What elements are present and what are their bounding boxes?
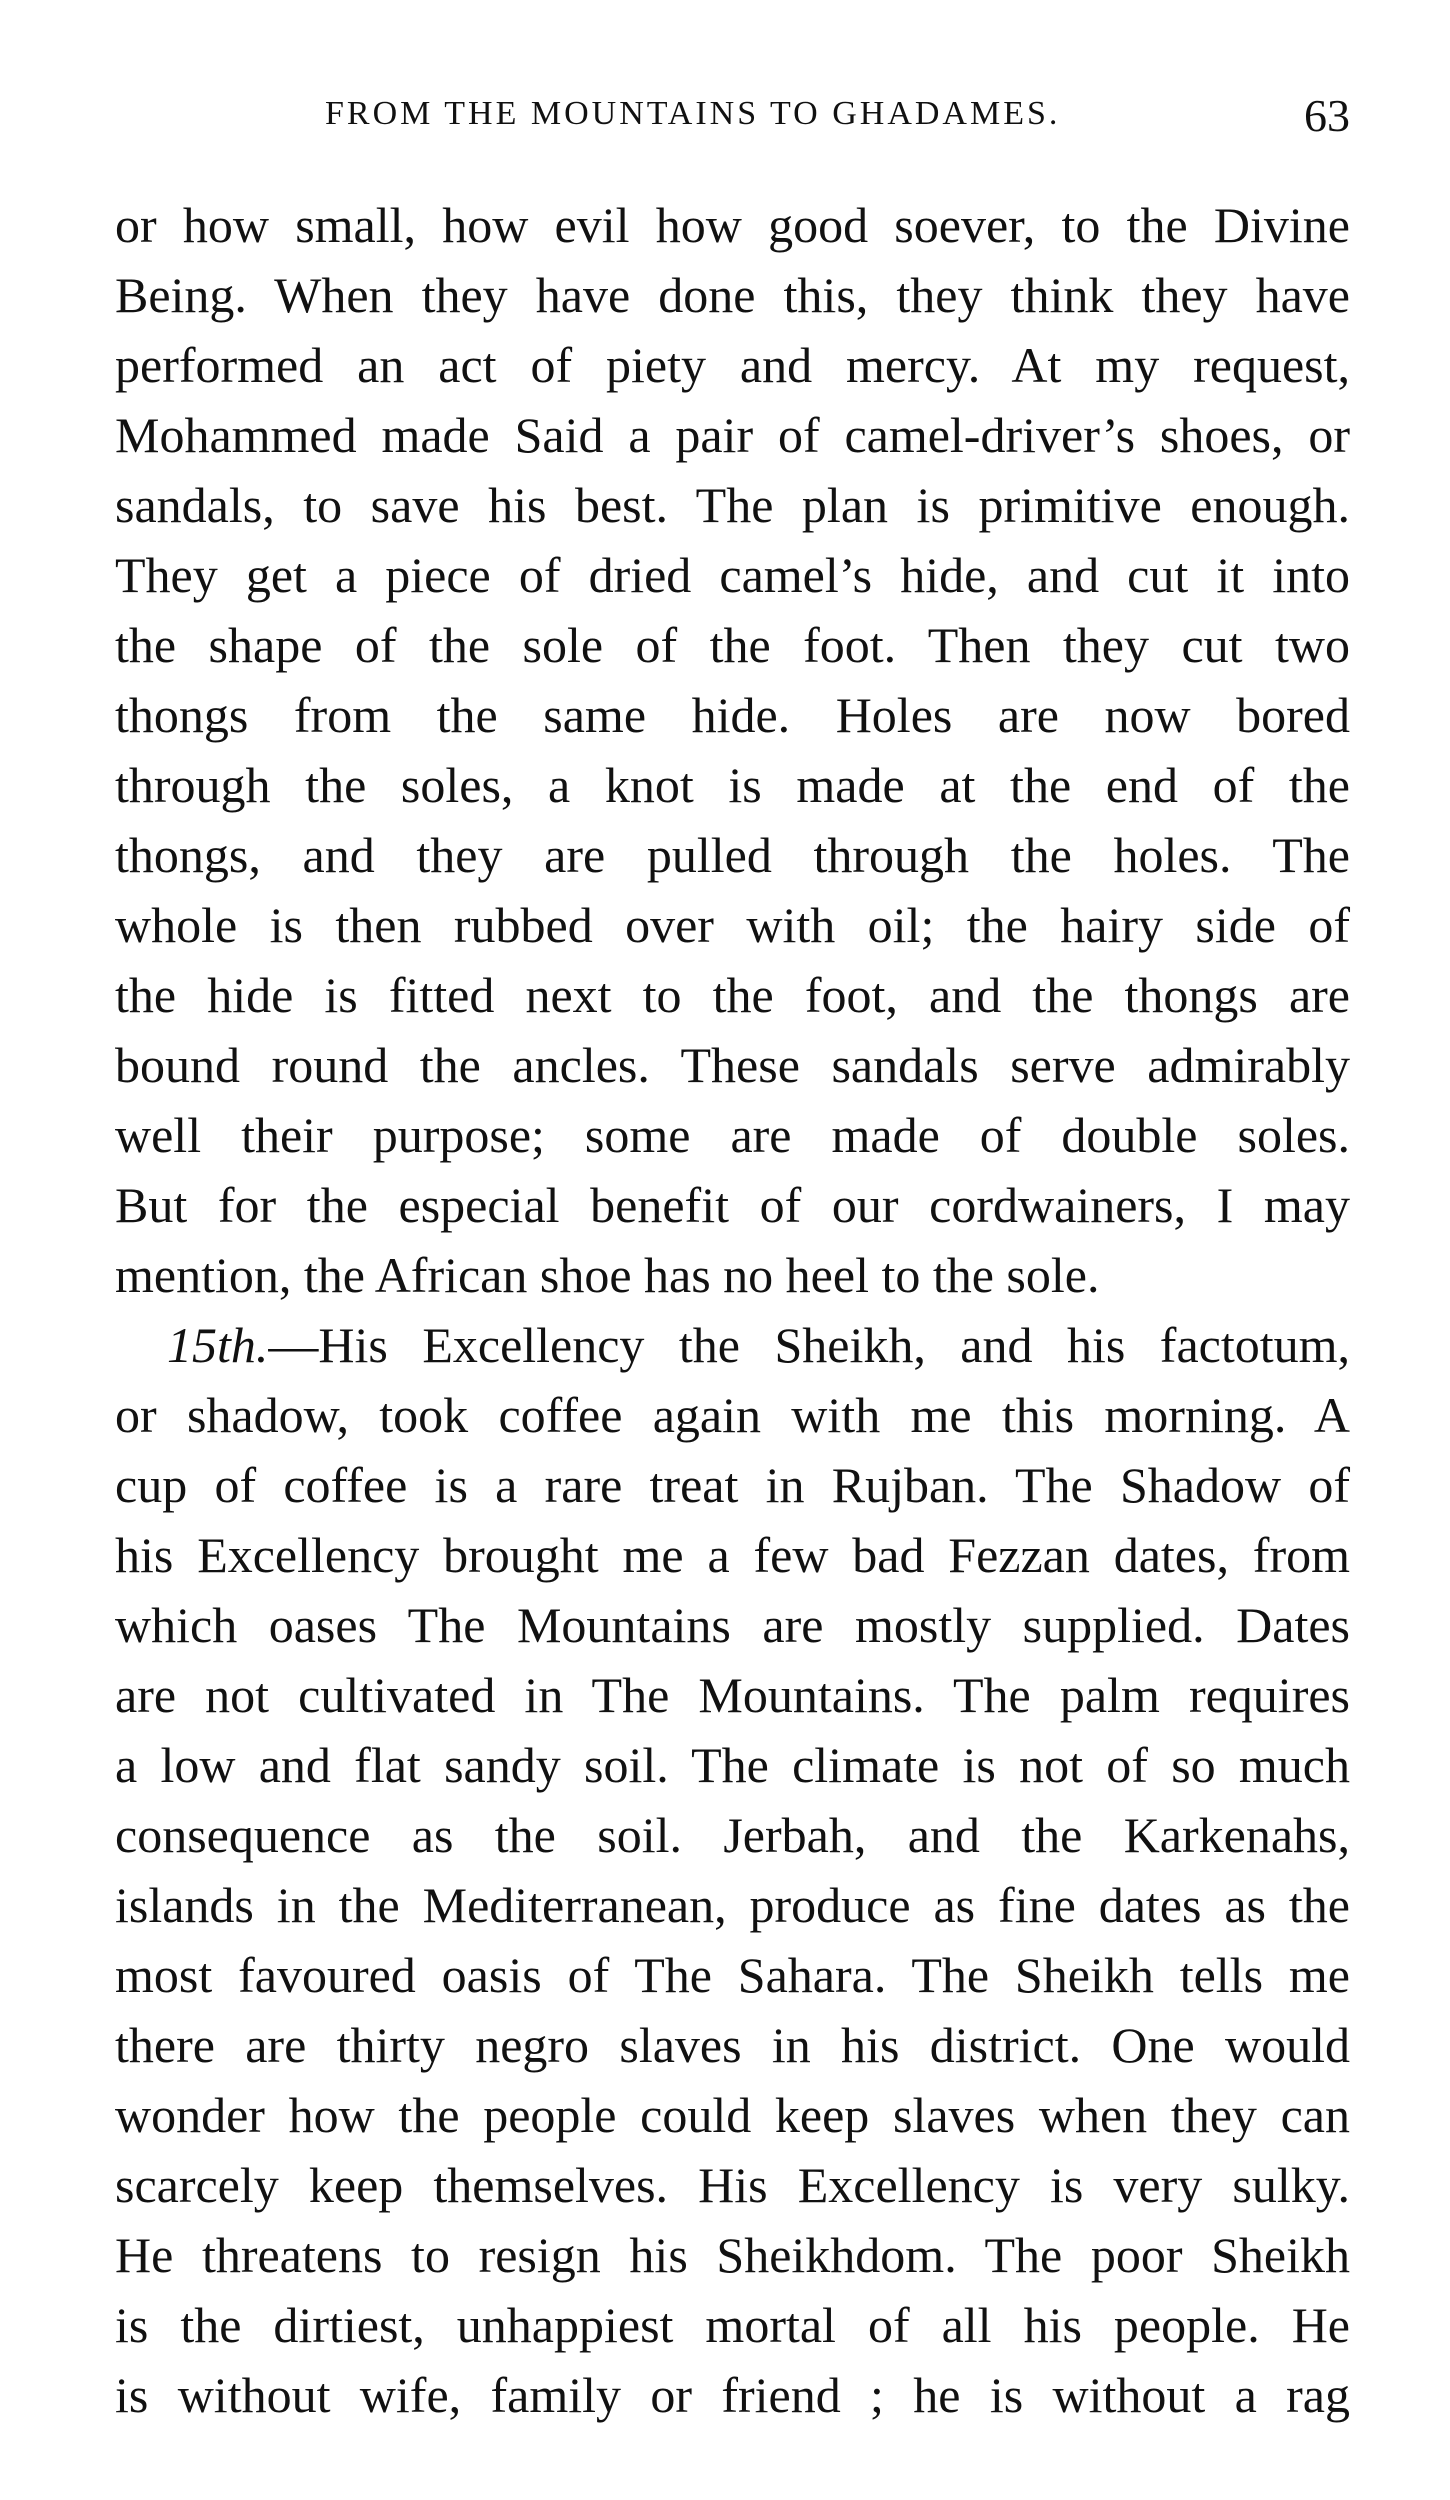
text-line: islands in the Mediterranean, produce as fine dates as the [115, 1877, 1350, 1933]
text-line: well their purpose; some are made of double soles. [115, 1107, 1350, 1163]
text-line: or how small, how evil how good soever, to the Divine [115, 197, 1350, 253]
text-line: the shape of the sole of the foot. Then they cut two [115, 617, 1350, 673]
text-line: or shadow, took coffee again with me this morning. A [115, 1387, 1350, 1443]
text-line: bound round the ancles. These sandals serve admirably [115, 1037, 1350, 1093]
text-line: consequence as the soil. Jerbah, and the Karkenahs, [115, 1807, 1350, 1863]
first-line-rest: —His Excellency the Sheikh, and his factotum, [268, 1317, 1350, 1373]
text-line: Mohammed made Said a pair of camel-driver’s shoes, or [115, 407, 1350, 463]
text-line: is without wife, family or friend ; he is without a rag [115, 2367, 1350, 2423]
running-head-title: FROM THE MOUNTAINS TO GHADAMES. [325, 95, 1061, 132]
paragraph-sandals [115, 190, 1350, 1310]
text-line: there are thirty negro slaves in his district. One would [115, 2017, 1350, 2073]
text-line: a low and flat sandy soil. The climate is not of so much [115, 1737, 1350, 1793]
text-line: cup of coffee is a rare treat in Rujban. The Shadow of [115, 1457, 1350, 1513]
text-line: are not cultivated in The Mountains. The palm requires [115, 1667, 1350, 1723]
text-line: wonder how the people could keep slaves when they can [115, 2087, 1350, 2143]
text-line: his Excellency brought me a few bad Fezzan dates, from [115, 1527, 1350, 1583]
text-line: sandals, to save his best. The plan is primitive enough. [115, 477, 1350, 533]
text-line: scarcely keep themselves. His Excellency is very sulky. [115, 2157, 1350, 2213]
page-number: 63 [1304, 90, 1350, 141]
date-lead: 15th. [167, 1317, 269, 1373]
text-line: Being. When they have done this, they think they have [115, 267, 1350, 323]
text-line: mention, the African shoe has no heel to the sole. [115, 1247, 1100, 1303]
text-line-first [115, 1310, 1350, 1380]
text-line: performed an act of piety and mercy. At my request, [115, 337, 1350, 393]
text-line: most favoured oasis of The Sahara. The Sheikh tells me [115, 1947, 1350, 2003]
text-line: thongs from the same hide. Holes are now bored [115, 687, 1350, 743]
text-line: is the dirtiest, unhappiest mortal of all his people. He [115, 2297, 1350, 2353]
paragraph-fifteenth [115, 1310, 1350, 2430]
running-head [115, 90, 1350, 145]
text-line: thongs, and they are pulled through the holes. The [115, 827, 1350, 883]
text-line: the hide is fitted next to the foot, and the thongs are [115, 967, 1350, 1023]
text-line: But for the especial benefit of our cordwainers, I may [115, 1177, 1350, 1233]
text-line: which oases The Mountains are mostly supplied. Dates [115, 1597, 1350, 1653]
text-line: They get a piece of dried camel’s hide, and cut it into [115, 547, 1350, 603]
text-line: whole is then rubbed over with oil; the hairy side of [115, 897, 1350, 953]
text-line: through the soles, a knot is made at the end of the [115, 757, 1350, 813]
text-line: He threatens to resign his Sheikhdom. The poor Sheikh [115, 2227, 1350, 2283]
body-text [115, 190, 1350, 2430]
